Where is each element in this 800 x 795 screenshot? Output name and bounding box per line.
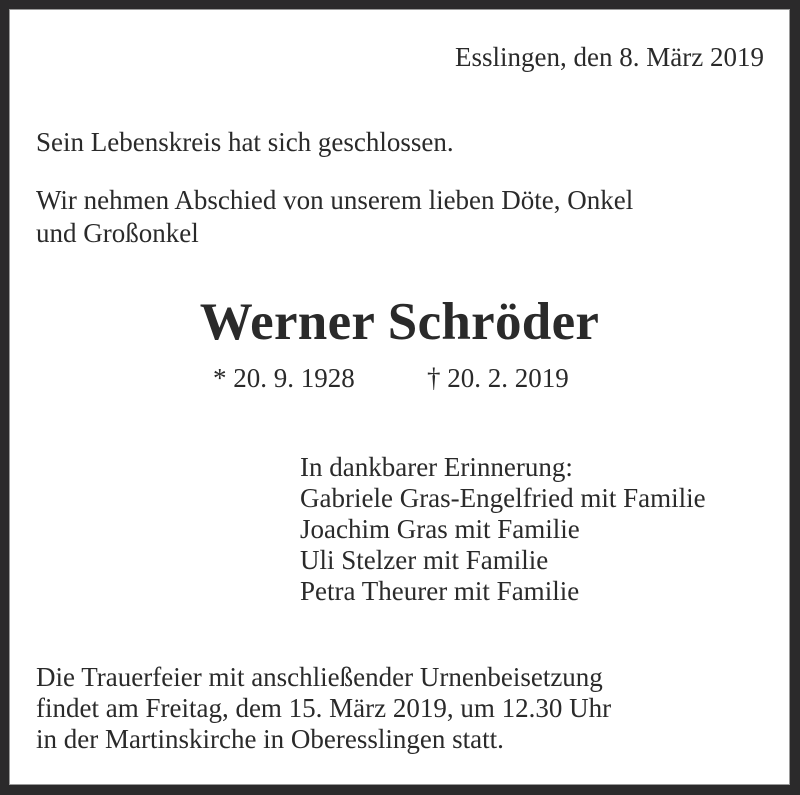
intro-line: und Großonkel [36, 218, 199, 248]
mourner-name: Petra Theurer mit Familie [300, 576, 580, 606]
death-date: † 20. 2. 2019 [427, 363, 569, 393]
service-line: Die Trauerfeier mit anschließender Urnenbeisetzung [36, 662, 603, 692]
mourner-name: Joachim Gras mit Familie [300, 514, 580, 544]
mourner-name: Uli Stelzer mit Familie [300, 545, 549, 575]
intro-line: Sein Lebenskreis hat sich geschlossen. [36, 127, 454, 157]
mourners-heading: In dankbarer Erinnerung: [300, 452, 573, 482]
funeral-service-info [36, 662, 611, 755]
service-line: findet am Freitag, dem 15. März 2019, um 12.30 Uhr [36, 693, 612, 723]
birth-date: * 20. 9. 1928 [213, 363, 355, 393]
mourner-name: Gabriele Gras-Engelfried mit Familie [300, 483, 706, 513]
deceased-name: Werner Schröder [199, 293, 600, 351]
place-date: Esslingen, den 8. März 2019 [455, 42, 764, 72]
service-line: in der Martinskirche in Oberesslingen statt. [36, 724, 504, 754]
mourners-block [300, 452, 706, 607]
intro-line: Wir nehmen Abschied von unserem lieben Döte, Onkel [36, 185, 634, 215]
obituary-notice [9, 9, 790, 785]
